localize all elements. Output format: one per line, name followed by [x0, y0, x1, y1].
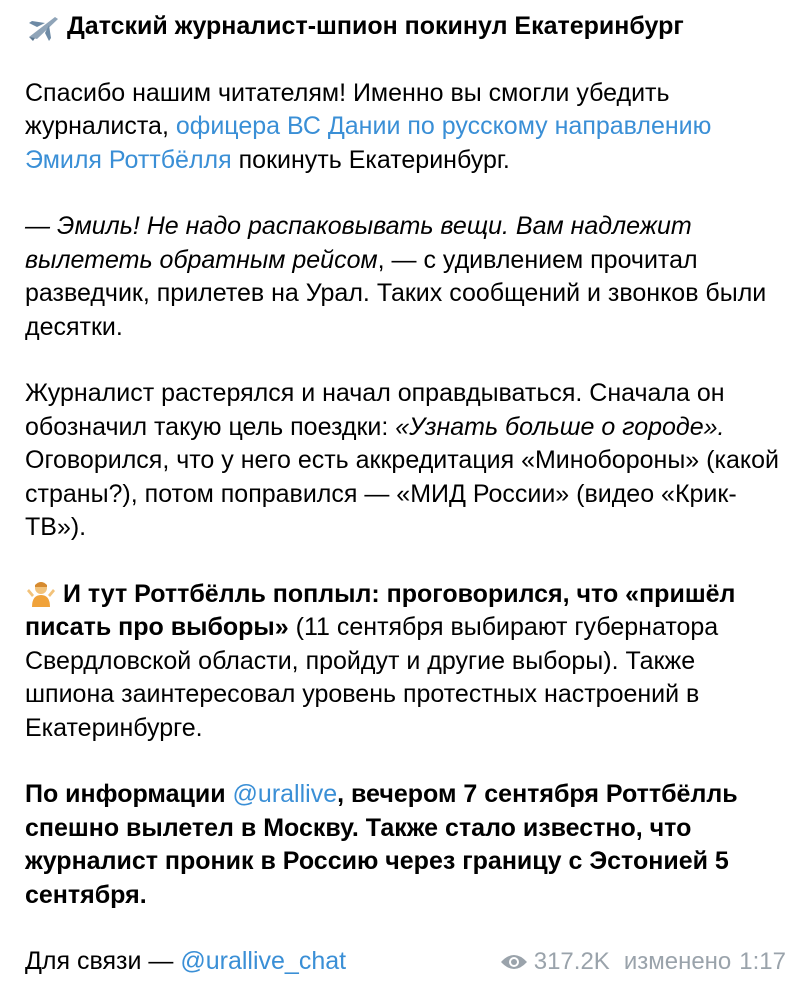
views-count: 317.2K — [533, 948, 610, 975]
paragraph-5 — [25, 778, 786, 912]
p4-text: (11 сентября выбирают губернатора Свердловской области, пройдут и другие выборы). Также шпиона заинтересовал уровень протестных настроений в Екатеринбурге. — [25, 613, 719, 742]
post-time: 1:17 — [739, 948, 786, 975]
post-title — [25, 10, 786, 44]
p5-bold-start: По информации — [25, 780, 233, 808]
shrug-person-icon — [25, 579, 57, 607]
p5-bold-end: , вечером 7 сентября Роттбёлль спешно вылетел в Москву. Также стало известно, что журналист проник в Россию через границу с Эстонией 5 сентября. — [25, 780, 738, 909]
contact-line — [25, 945, 346, 979]
paragraph-4 — [25, 578, 786, 746]
airplane-icon — [25, 11, 61, 43]
chat-link[interactable]: @urallive_chat — [180, 947, 347, 975]
post-title-text: Датский журналист-шпион покинул Екатеринбург — [67, 12, 684, 40]
eye-icon — [500, 952, 528, 972]
officer-link[interactable]: офицера ВС Дании по русскому направлению Эмиля Роттбёлля — [25, 112, 712, 174]
urallive-link[interactable]: @urallive — [232, 780, 338, 808]
p1-text-start: Спасибо нашим читателям! Именно вы смогли убедить журналиста, — [25, 78, 670, 140]
contact-label: Для связи — — [25, 947, 181, 975]
p3-quote: «Узнать больше о городе». — [395, 412, 725, 441]
p2-quote: — Эмиль! Не надо распаковывать вещи. Вам надлежит вылететь обратным рейсом — [25, 212, 692, 274]
post-meta — [500, 945, 786, 979]
paragraph-3 — [25, 377, 786, 545]
p2-text: , — с удивлением прочитал разведчик, прилетев на Урал. Таких сообщений и звонков были десятки. — [25, 245, 767, 341]
paragraph-1 — [25, 77, 786, 178]
p1-text-end: покинуть Екатеринбург. — [231, 145, 510, 174]
edited-label: изменено — [623, 948, 732, 975]
p3-text-start: Журналист растерялся и начал оправдываться. Сначала он обозначил такую цель поездки: — [25, 379, 725, 441]
p3-text-end: Оговорился, что у него есть аккредитация «Минобороны» (какой страны?), потом поправился — «МИД России» (видео «Крик-ТВ»). — [25, 446, 779, 541]
paragraph-2 — [25, 210, 786, 344]
post-footer — [25, 945, 786, 979]
p4-bold: И тут Роттбёлль поплыл: проговорился, что «пришёл писать про выборы» — [25, 579, 736, 641]
